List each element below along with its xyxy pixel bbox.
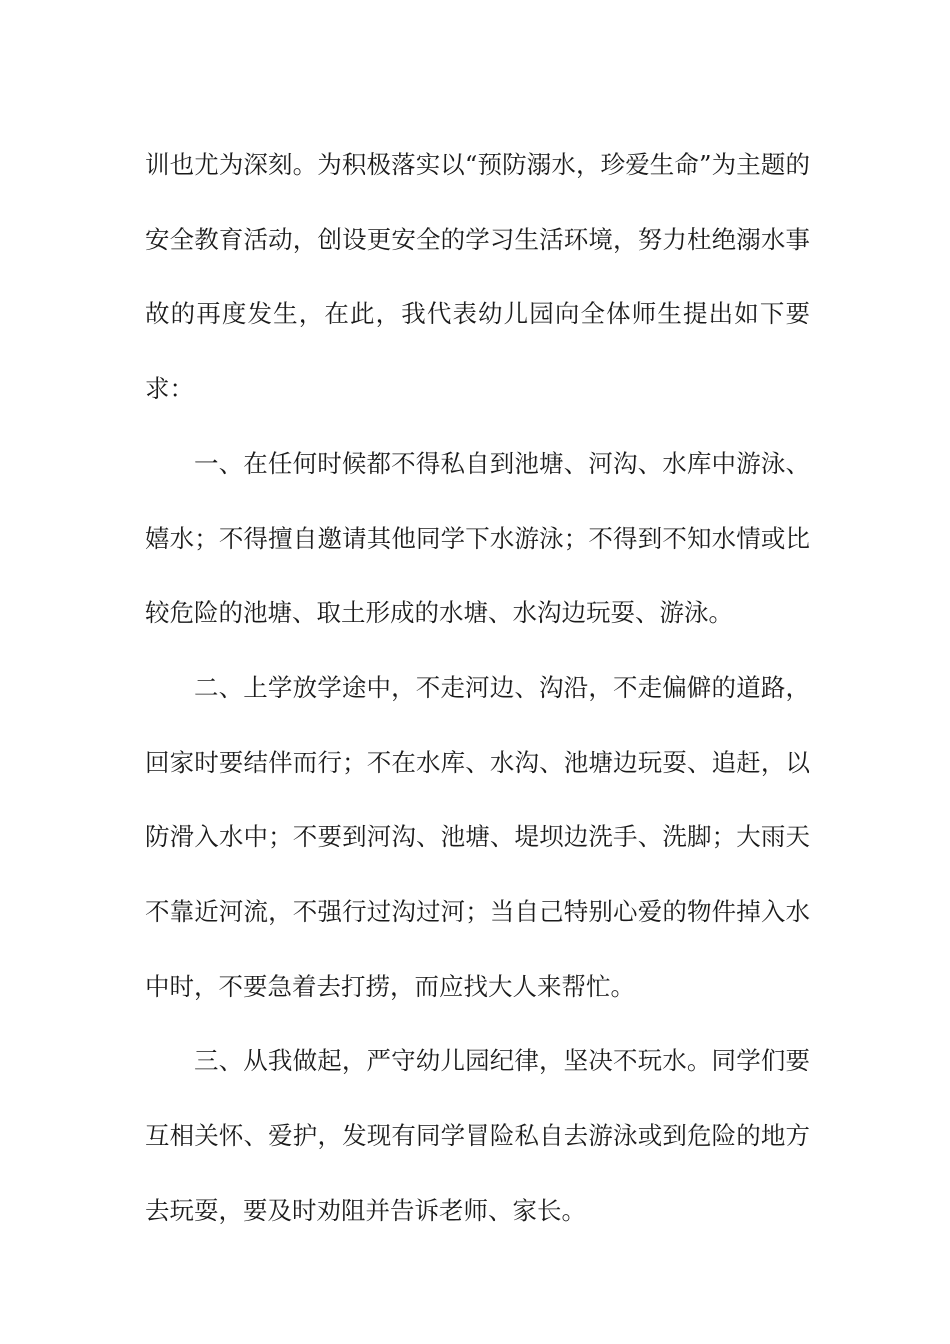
paragraph-intro: 训也尤为深刻。为积极落实以“预防溺水，珍爱生命”为主题的安全教育活动，创设更安全的学习生活环境，努力杜绝溺水事故的再度发生，在此，我代表幼儿园向全体师生提出如下要求： [145,150,810,404]
paragraph-item-2: 二、上学放学途中，不走河边、沟沿，不走偏僻的道路，回家时要结伴而行；不在水库、水沟、池塘边玩耍、追赶，以防滑入水中；不要到河沟、池塘、堤坝边洗手、洗脚；大雨天不靠近河流，不强行过沟过河；当自己特别心爱的物件掉入水中时，不要急着去打捞，而应找大人来帮忙。 [145,672,810,1001]
document-body [145,128,810,1249]
paragraph-item-3: 三、从我做起，严守幼儿园纪律，坚决不玩水。同学们要互相关怀、爱护，发现有同学冒险私自去游泳或到危险的地方去玩耍，要及时劝阻并告诉老师、家长。 [145,1046,810,1225]
paragraph-item-1: 一、在任何时候都不得私自到池塘、河沟、水库中游泳、嬉水；不得擅自邀请其他同学下水游泳；不得到不知水情或比较危险的池塘、取土形成的水塘、水沟边玩耍、游泳。 [145,448,810,628]
